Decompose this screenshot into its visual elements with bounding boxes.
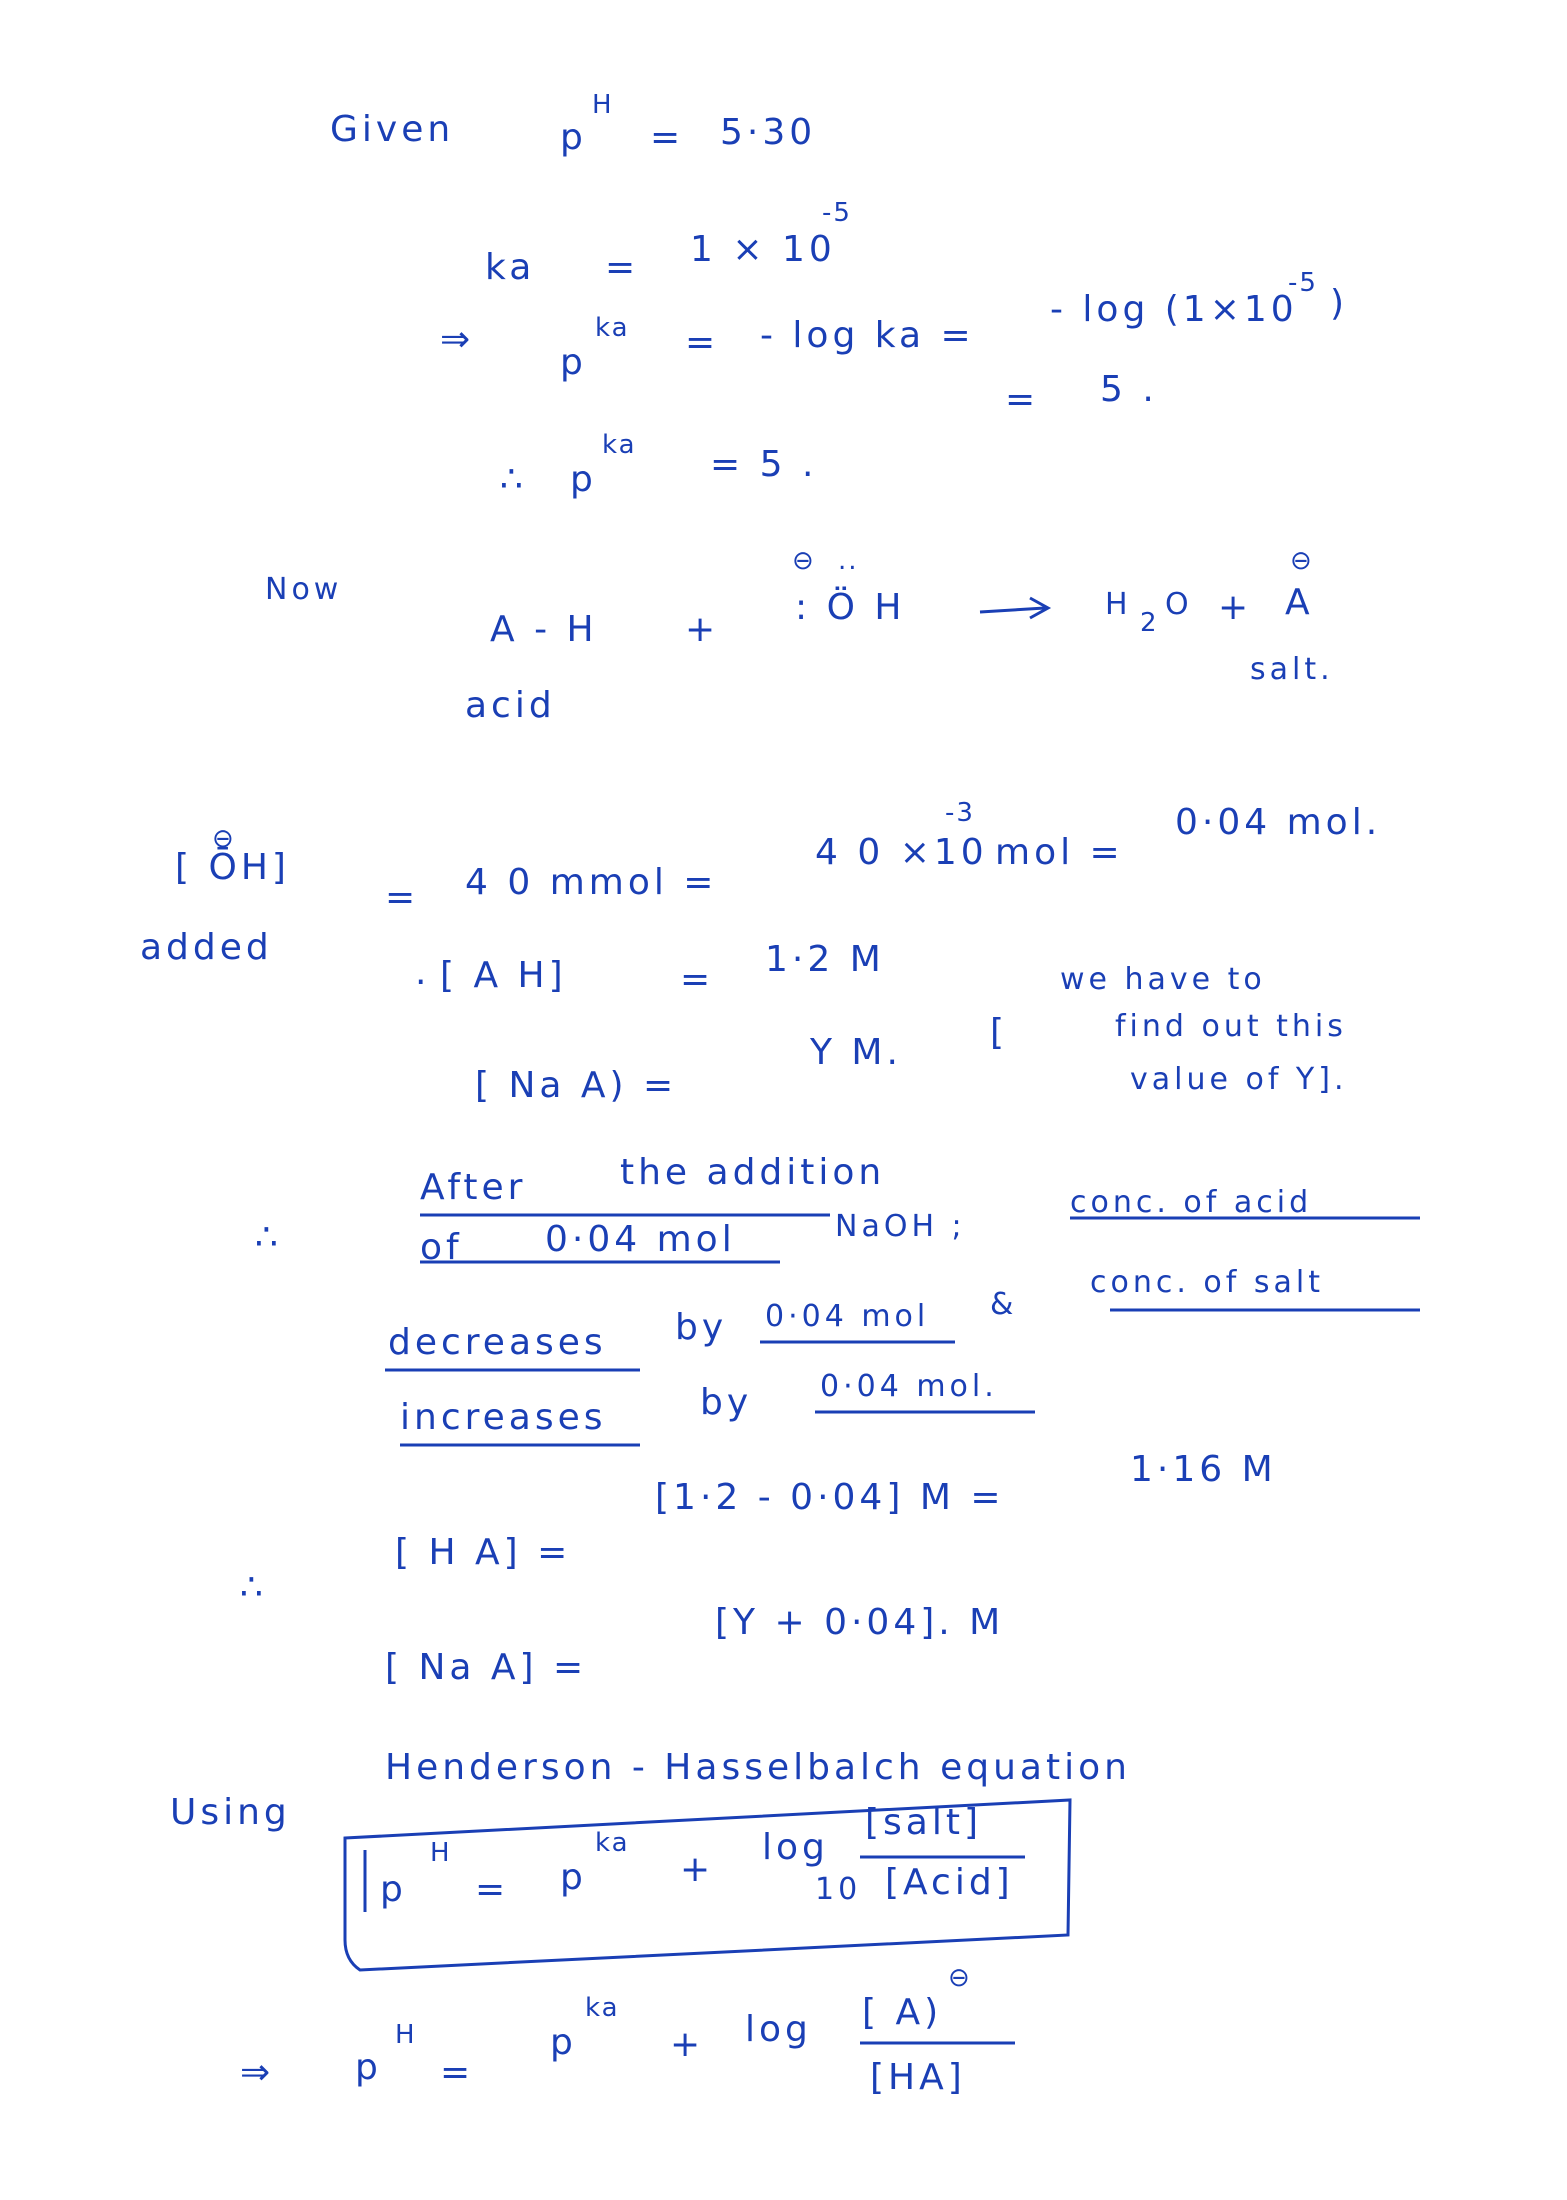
- neg-log-ka: - log ka =: [760, 315, 975, 356]
- note-bracket: [: [990, 1012, 1009, 1053]
- and-sign: &: [990, 1287, 1018, 1322]
- added-label: added: [140, 927, 273, 968]
- pka-equals: =: [685, 322, 720, 363]
- hh-log-base: 10: [815, 1872, 862, 1907]
- ka-symbol: ka: [485, 247, 536, 288]
- value-five: 5 .: [1100, 369, 1158, 410]
- oh-added: [ ŌH]: [175, 847, 290, 888]
- hh-plus: +: [680, 1849, 715, 1890]
- ph-equals: =: [650, 117, 685, 158]
- given-label: Given: [330, 109, 455, 150]
- mmol-value: 4 0 mmol =: [465, 862, 718, 903]
- hh-sup: H: [430, 1838, 452, 1868]
- naoh-amount: 0·04 mol: [545, 1219, 736, 1260]
- ka-value: 1 × 10: [690, 229, 836, 270]
- hh-log: log: [762, 1827, 829, 1868]
- oh-charge: ⊖: [792, 546, 816, 576]
- after-word: After: [420, 1167, 527, 1208]
- water-sub: 2: [1140, 608, 1159, 638]
- hh-pka-p: p: [560, 1857, 587, 1898]
- final-pka-p: p: [550, 2022, 577, 2063]
- water-o: O: [1165, 587, 1193, 622]
- by-1-amount: 0·04 mol: [765, 1299, 930, 1334]
- final-num-charge: ⊖: [948, 1963, 972, 1993]
- salt-label: salt.: [1250, 652, 1334, 687]
- ah-equals: =: [680, 959, 715, 1000]
- ka-equals: =: [605, 247, 640, 288]
- amount-equals: =: [385, 877, 420, 918]
- reaction-plus-1: +: [685, 609, 720, 650]
- neg-log-close: ): [1330, 283, 1349, 324]
- ah-value: 1·2 M: [765, 939, 885, 980]
- the-addition: the addition: [620, 1152, 886, 1193]
- note-line-2: find out this: [1115, 1009, 1347, 1044]
- naa-after-expression: [Y + 0·04]. M: [715, 1602, 1005, 1643]
- hh-title: Henderson - Hasselbalch equation: [385, 1747, 1131, 1788]
- by-1: by: [675, 1307, 728, 1348]
- ha-value: 1·16 M: [1130, 1449, 1277, 1490]
- using-label: Using: [170, 1792, 291, 1833]
- neg-log-value: - log (1×10: [1050, 289, 1298, 330]
- final-numerator: [ A): [862, 1992, 943, 2033]
- reaction-plus-2: +: [1218, 587, 1253, 628]
- ah-dot: ·: [415, 962, 431, 1003]
- oh-lone-pair: ..: [838, 546, 859, 576]
- final-log: log: [745, 2009, 812, 2050]
- mol-value: 4 0 ×10: [815, 832, 988, 873]
- by-2: by: [700, 1382, 753, 1423]
- mol-exponent: -3: [945, 798, 975, 828]
- hydroxide: : Ö H: [795, 587, 906, 628]
- increases: increases: [400, 1397, 607, 1438]
- hh-pka-sup: ka: [595, 1828, 630, 1858]
- pka2-sup: ka: [602, 430, 637, 460]
- eq-five: =: [1005, 379, 1040, 420]
- reaction-arrow: [980, 608, 1045, 612]
- therefore-3: ∴: [240, 1567, 267, 1608]
- anion-charge: ⊖: [1290, 546, 1314, 576]
- ka-exponent: -5: [822, 198, 852, 228]
- by-2-amount: 0·04 mol.: [820, 1369, 998, 1404]
- naa-after-conc: [ Na A] =: [385, 1647, 588, 1688]
- ph-symbol: p: [560, 117, 587, 158]
- pka2-p: p: [570, 459, 597, 500]
- naa-conc: [ Na A) =: [475, 1065, 678, 1106]
- note-line-3: value of Y].: [1130, 1062, 1348, 1097]
- decreases: decreases: [388, 1322, 607, 1363]
- mol-unit: mol =: [995, 832, 1124, 873]
- conc-of-acid: conc. of acid: [1070, 1185, 1313, 1220]
- acid-label: acid: [465, 685, 556, 726]
- now-label: Now: [265, 572, 343, 607]
- implies-final: ⇒: [240, 2052, 275, 2093]
- naoh: NaOH ;: [835, 1209, 966, 1244]
- neg-log-exponent: -5: [1288, 268, 1318, 298]
- naa-value: Y M.: [810, 1032, 902, 1073]
- ha-expression: [1·2 - 0·04] M =: [655, 1477, 1005, 1518]
- pka-sup: ka: [595, 313, 630, 343]
- hh-denominator: [Acid]: [885, 1862, 1014, 1903]
- ph-sup: H: [592, 90, 614, 120]
- hh-numerator: [salt]: [865, 1802, 983, 1843]
- note-line-1: we have to: [1060, 962, 1266, 997]
- therefore-1: ∴: [500, 459, 527, 500]
- final-sup: H: [395, 2020, 417, 2050]
- water-h: H: [1105, 587, 1132, 622]
- ha-conc: [ H A] =: [395, 1532, 572, 1573]
- conc-of-salt: conc. of salt: [1090, 1265, 1324, 1300]
- acid-formula: A - H: [490, 609, 598, 650]
- oh-added-charge: ⊖: [212, 824, 236, 854]
- anion: A: [1285, 582, 1314, 623]
- ah-conc: [ A H]: [440, 955, 567, 996]
- mol-result: 0·04 mol.: [1175, 802, 1382, 843]
- final-plus: +: [670, 2024, 705, 2065]
- therefore-2: ∴: [255, 1217, 282, 1258]
- final-pka-sup: ka: [585, 1993, 620, 2023]
- pka2-value: = 5 .: [710, 444, 818, 485]
- pka-p: p: [560, 342, 587, 383]
- ph-value: 5·30: [720, 112, 817, 153]
- final-p: p: [355, 2047, 382, 2088]
- hh-equals: =: [475, 1869, 510, 1910]
- of-word: of: [420, 1227, 463, 1268]
- implies-arrow: ⇒: [440, 319, 475, 360]
- final-equals: =: [440, 2052, 475, 2093]
- final-denominator: [HA]: [870, 2057, 966, 2098]
- hh-p: p: [380, 1869, 407, 1910]
